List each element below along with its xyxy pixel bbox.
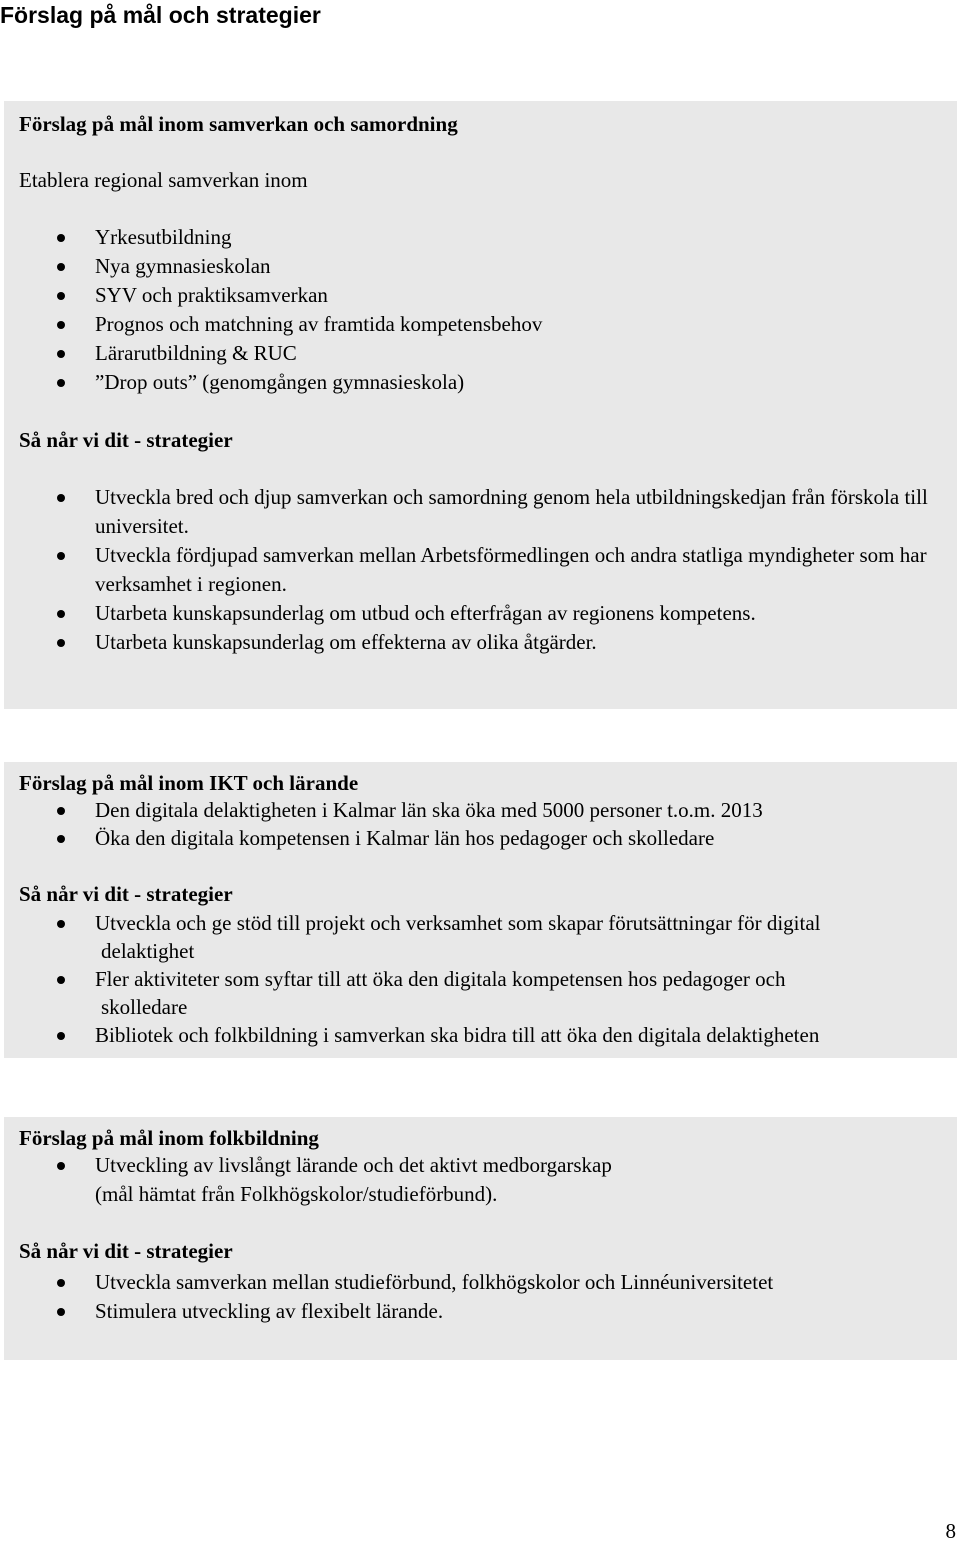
bullet-icon	[57, 1162, 65, 1170]
strategies-heading: Så når vi dit - strategier	[19, 1239, 233, 1263]
bullet-icon	[57, 1308, 65, 1316]
list-item: ”Drop outs” (genomgången gymnasieskola)	[19, 368, 945, 397]
section-intro: Etablera regional samverkan inom	[19, 168, 308, 192]
bullet-icon	[57, 610, 65, 618]
page-number: 8	[945, 1519, 956, 1543]
section-heading: Förslag på mål inom folkbildning	[19, 1126, 319, 1150]
strategy-list	[19, 1268, 945, 1326]
bullet-icon	[57, 835, 65, 843]
bullet-icon	[57, 321, 65, 329]
list-item: Utveckla samverkan mellan studieförbund, folkhögskolor och Linnéuniversitetet	[19, 1268, 945, 1297]
bullet-icon	[57, 976, 65, 984]
section-ikt	[4, 762, 957, 1058]
bullet-icon	[57, 1279, 65, 1287]
bullet-icon	[57, 639, 65, 647]
bullet-icon	[57, 379, 65, 387]
goal-list	[19, 223, 945, 397]
list-item: Utveckla fördjupad samverkan mellan Arbetsförmedlingen och andra statliga myndigheter som har verksamhet i regionen.	[19, 541, 945, 599]
section-samverkan	[4, 101, 957, 709]
list-item: Den digitala delaktigheten i Kalmar län ska öka med 5000 personer t.o.m. 2013	[19, 796, 945, 824]
goal-list	[19, 1151, 945, 1209]
bullet-icon	[57, 234, 65, 242]
list-item: Yrkesutbildning	[19, 223, 945, 252]
list-item: SYV och praktiksamverkan	[19, 281, 945, 310]
strategies-heading: Så når vi dit - strategier	[19, 882, 233, 906]
list-item: Prognos och matchning av framtida kompetensbehov	[19, 310, 945, 339]
bullet-icon	[57, 920, 65, 928]
list-item: Utarbeta kunskapsunderlag om utbud och efterfrågan av regionens kompetens.	[19, 599, 945, 628]
page-title: Förslag på mål och strategier	[0, 2, 321, 28]
list-item: Öka den digitala kompetensen i Kalmar län hos pedagoger och skolledare	[19, 824, 945, 852]
bullet-icon	[57, 1032, 65, 1040]
bullet-icon	[57, 807, 65, 815]
section-heading: Förslag på mål inom IKT och lärande	[19, 771, 359, 795]
list-item: Fler aktiviteter som syftar till att öka den digitala kompetensen hos pedagoger och skolledare	[19, 965, 945, 1021]
section-heading: Förslag på mål inom samverkan och samordning	[19, 112, 458, 136]
bullet-icon	[57, 263, 65, 271]
bullet-icon	[57, 552, 65, 560]
bullet-icon	[57, 350, 65, 358]
strategy-list	[19, 483, 945, 657]
list-item: Utveckling av livslångt lärande och det aktivt medborgarskap (mål hämtat från Folkhögskolor/studieförbund).	[19, 1151, 945, 1209]
list-item: Stimulera utveckling av flexibelt lärande.	[19, 1297, 945, 1326]
bullet-icon	[57, 292, 65, 300]
goal-list	[19, 796, 945, 852]
strategy-list	[19, 909, 945, 1049]
strategies-heading: Så når vi dit - strategier	[19, 428, 233, 452]
list-item: Bibliotek och folkbildning i samverkan ska bidra till att öka den digitala delaktigheten	[19, 1021, 945, 1049]
list-item: Nya gymnasieskolan	[19, 252, 945, 281]
list-item: Lärarutbildning & RUC	[19, 339, 945, 368]
list-item: Utveckla och ge stöd till projekt och verksamhet som skapar förutsättningar för digital delaktighet	[19, 909, 945, 965]
list-item: Utarbeta kunskapsunderlag om effekterna av olika åtgärder.	[19, 628, 945, 657]
list-item: Utveckla bred och djup samverkan och samordning genom hela utbildningskedjan från förskola till universitet.	[19, 483, 945, 541]
section-folkbildning	[4, 1117, 957, 1360]
bullet-icon	[57, 494, 65, 502]
